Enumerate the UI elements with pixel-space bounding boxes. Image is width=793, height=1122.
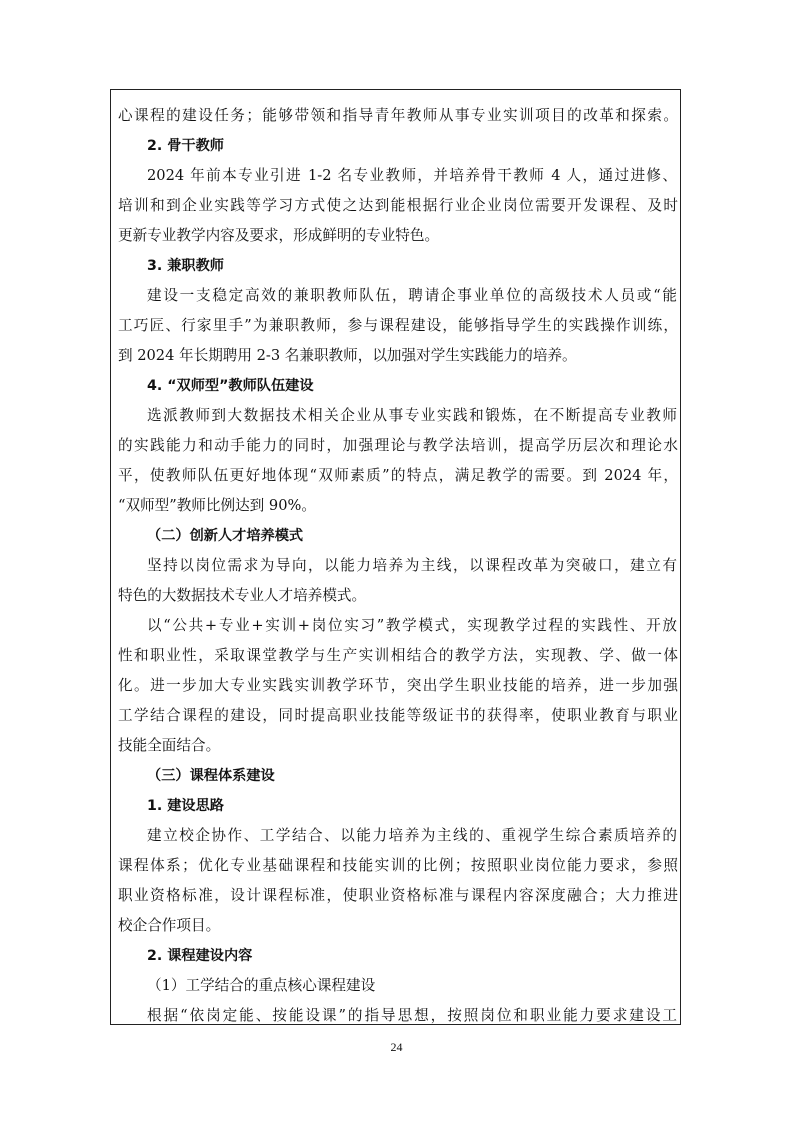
paragraph-line: 到 2024 年长期聘用 2-3 名兼职教师，以加强对学生实践能力的培养。	[118, 347, 577, 364]
heading-course-content: 2. 课程建设内容	[147, 948, 253, 964]
paragraph-line: 课程体系；优化专业基础课程和技能实训的比例；按照职业岗位能力要求，参照	[118, 857, 678, 874]
heading-talent-training-model: （二）创新人才培养模式	[147, 528, 304, 544]
paragraph-line: 职业资格标准，设计课程标准，使职业资格标准与课程内容深度融合；大力推进	[118, 887, 678, 904]
heading-part-time-teachers: 3. 兼职教师	[147, 258, 224, 274]
paragraph-line: 化。进一步加大专业实践实训教学环节，突出学生职业技能的培养，进一步加强	[118, 677, 678, 694]
subheading-core-courses: （1）工学结合的重点核心课程建设	[147, 977, 376, 994]
paragraph-line: 校企合作项目。	[118, 917, 221, 934]
paragraph-line: 心课程的建设任务；能够带领和指导青年教师从事专业实训项目的改革和探索。	[118, 107, 678, 124]
paragraph-line: 平，使教师队伍更好地体现“双师素质”的特点，满足教学的需要。到 2024 年，	[118, 467, 678, 484]
heading-construction-ideas: 1. 建设思路	[147, 798, 224, 814]
paragraph-line: 技能全面结合。	[118, 737, 221, 754]
page-number: 24	[390, 1040, 403, 1054]
heading-curriculum-system: （三）课程体系建设	[147, 768, 275, 784]
paragraph-line: 工巧匠、行家里手”为兼职教师，参与课程建设，能够指导学生的实践操作训练，	[118, 317, 678, 334]
paragraph-line: 坚持以岗位需求为导向，以能力培养为主线，以课程改革为突破口，建立有	[147, 557, 677, 574]
paragraph-line: 更新专业教学内容及要求，形成鲜明的专业特色。	[118, 227, 440, 244]
paragraph-line: 根据“依岗定能、按能设课”的指导思想，按照岗位和职业能力要求建设工	[147, 1007, 677, 1024]
paragraph-line: 建设一支稳定高效的兼职教师队伍，聘请企事业单位的高级技术人员或“能	[147, 287, 677, 304]
paragraph-line: 的实践能力和动手能力的同时，加强理论与教学法培训，提高学历层次和理论水	[118, 437, 678, 454]
paragraph-line: “双师型”教师比例达到 90%。	[118, 497, 316, 514]
heading-dual-qualified-team: 4. “双师型”教师队伍建设	[147, 378, 314, 394]
paragraph-line: 工学结合课程的建设，同时提高职业技能等级证书的获得率，使职业教育与职业	[118, 707, 678, 724]
paragraph-line: 建立校企协作、工学结合、以能力培养为主线的、重视学生综合素质培养的	[147, 827, 677, 844]
paragraph-line: 选派教师到大数据技术相关企业从事专业实践和锻炼，在不断提高专业教师	[147, 407, 677, 424]
paragraph-line: 特色的大数据技术专业人才培养模式。	[118, 587, 367, 604]
heading-backbone-teachers: 2. 骨干教师	[147, 138, 224, 154]
paragraph-line: 2024 年前本专业引进 1-2 名专业教师，并培养骨干教师 4 人，通过进修、	[147, 167, 677, 184]
paragraph-line: 性和职业性，采取课堂教学与生产实训相结合的教学方法，实现教、学、做一体	[118, 647, 678, 664]
paragraph-line: 以“公共+专业+实训+岗位实习”教学模式，实现教学过程的实践性、开放	[147, 617, 677, 634]
paragraph-line: 培训和到企业实践等学习方式使之达到能根据行业企业岗位需要开发课程、及时	[118, 197, 678, 214]
